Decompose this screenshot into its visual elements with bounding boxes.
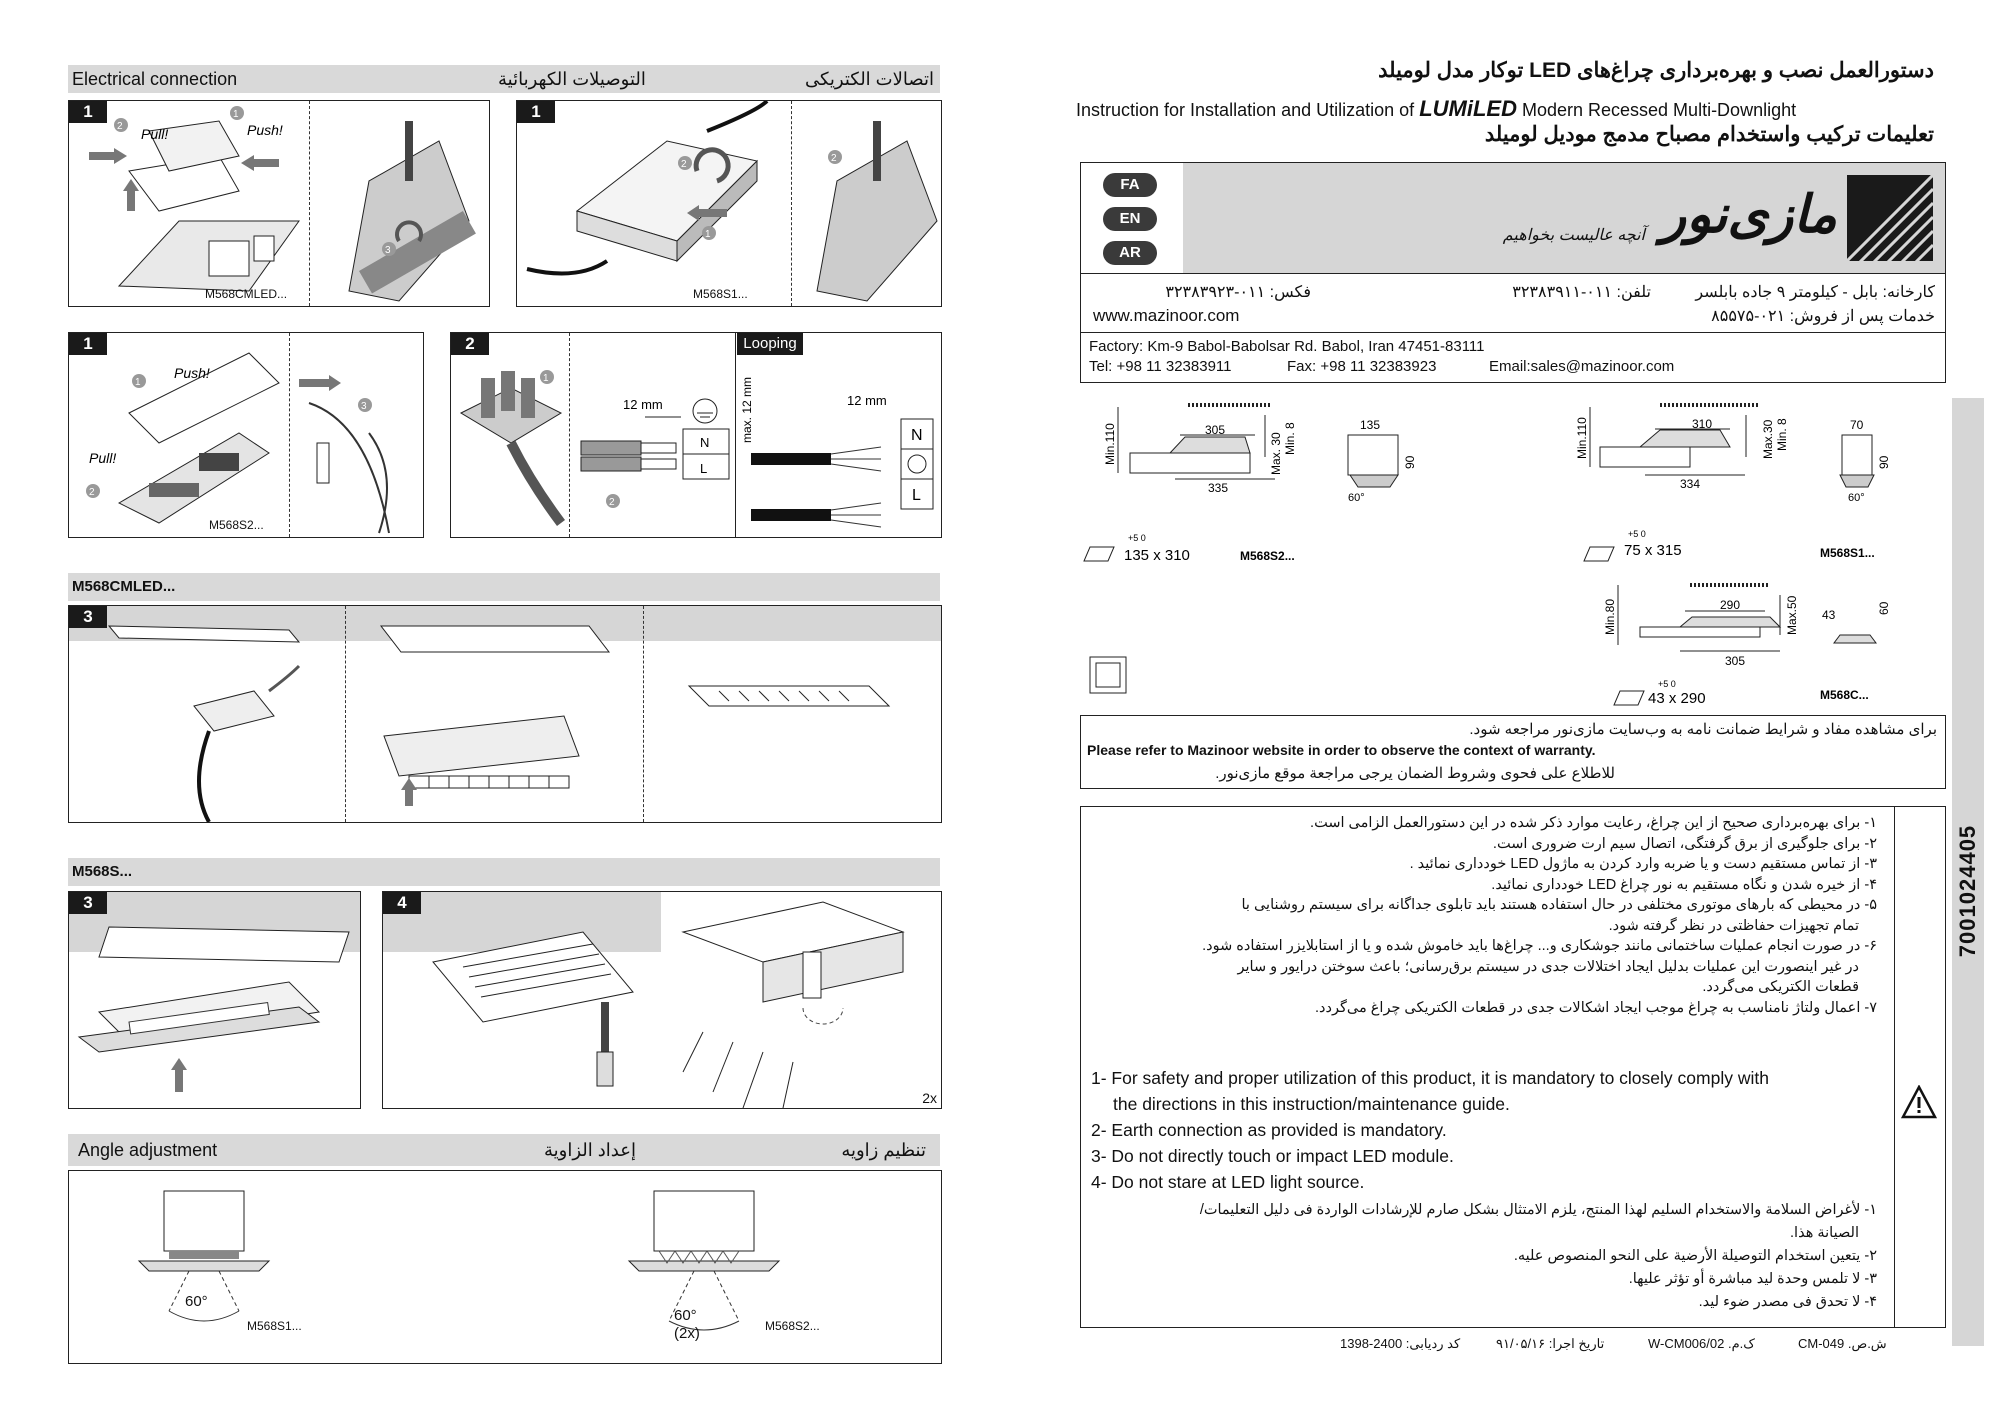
title-en xyxy=(1076,96,1796,122)
cml-driver-illustration xyxy=(69,101,489,306)
fax-en: Fax: +98 11 32383923 xyxy=(1287,358,1437,375)
svg-text:1: 1 xyxy=(233,109,239,120)
section-s-label: M568S... xyxy=(72,863,133,880)
pull-label-1: Pull! xyxy=(141,126,169,142)
panel-s-step3 xyxy=(68,891,361,1109)
title-en-suffix: Modern Recessed Multi-Downlight xyxy=(1521,100,1797,120)
panel-angle xyxy=(68,1170,942,1364)
safety-fa-2: ۲- برای جلوگیری از برق گرفتگی، اتصال سیم ارت ضروری است. xyxy=(1492,835,1877,852)
warranty-ar: للاطلاع علی فحوی وشروط الضمان یرجی مراجعة موقع مازی‌نور. xyxy=(1215,765,1615,782)
safety-ar-5: ۴- لا تحدق فی مصدر ضوء لید. xyxy=(1698,1294,1877,1310)
safety-fa-9: قطعات الکتریکی می‌گردد. xyxy=(1702,979,1859,995)
dim-s2-s: 135 xyxy=(1360,418,1381,432)
dim-s1-w1: 310 xyxy=(1692,417,1713,431)
safety-ar-2: الصیانة هذا. xyxy=(1790,1225,1859,1241)
lang-ar[interactable]: AR xyxy=(1103,241,1157,265)
dim-s2-angle: 60° xyxy=(1348,492,1365,504)
max-strip-label: max. 12 mm xyxy=(740,376,754,443)
dim-c-cut: 43 x 290 xyxy=(1648,690,1706,707)
dim-s1-w2: 334 xyxy=(1680,477,1701,491)
panel-cml-step1 xyxy=(68,100,490,307)
footer-date: تاریخ اجرا: ۹۱/۰۵/۱۶ xyxy=(1496,1336,1605,1351)
svg-text:1: 1 xyxy=(543,373,549,384)
safety-fa-10: ۷- اعمال ولتاژ نامناسب به چراغ موجب ایجاد اشکالات جدی در قطعات الکتریکی چراغ می‌گردد. xyxy=(1315,999,1877,1016)
panel-s2-step1 xyxy=(68,332,424,538)
terminal-l-loop: L xyxy=(912,487,921,504)
angle-model-s2: M568S2... xyxy=(765,1319,820,1333)
panel-wiring-step2 xyxy=(450,332,942,538)
safety-fa-8: در غیر اینصورت این عملیات بدلیل ایجاد اختلالات جدی در سیستم برق‌رسانی؛ باعث سوختن درایور و سایر xyxy=(1237,958,1859,975)
brand-slogan: آنچه عالیست بخواهیم xyxy=(1502,227,1645,244)
dim-s2-min: Min.110 xyxy=(1103,423,1117,465)
brand-box xyxy=(1080,162,1946,274)
safety-fa-4: ۴- از خیره شدن و نگاه مستقیم به نور چراغ LED خودداری نمائید. xyxy=(1491,876,1877,893)
email[interactable]: Email:sales@mazinoor.com xyxy=(1489,358,1675,375)
safety-en-1: 1- For safety and proper utilization of this product, it is mandatory to closely comply with xyxy=(1091,1068,1769,1088)
dim-c-w1: 290 xyxy=(1720,598,1741,612)
svg-text:1: 1 xyxy=(705,229,711,240)
angle-adjustment-ar: إعداد الزاویة xyxy=(544,1140,636,1160)
angle-adjustment-bar xyxy=(68,1134,940,1166)
electrical-connection-en: Electrical connection xyxy=(72,69,238,89)
panel-cml-step3 xyxy=(68,605,942,823)
safety-ar xyxy=(1097,1199,1877,1314)
safety-en-2: the directions in this instruction/maintenance guide. xyxy=(1113,1094,1510,1114)
strip-length-1: 12 mm xyxy=(623,397,663,412)
dim-s1-h: 90 xyxy=(1877,455,1891,469)
electrical-connection-ar: التوصیلات الکهربائیة xyxy=(498,69,646,89)
push-label-2: Push! xyxy=(174,365,210,381)
section-cml-label: M568CMLED... xyxy=(72,578,176,595)
dim-s1-mn: Min. 8 xyxy=(1775,418,1789,451)
safety-ar-4: ۳- لا تلمس وحدة لید مباشرة أو تؤثر علیها. xyxy=(1628,1271,1877,1287)
footer-track: کد ردیابی: 2400-1398 xyxy=(1340,1336,1461,1351)
dim-c-s: 43 xyxy=(1822,608,1836,622)
svg-text:2: 2 xyxy=(831,153,837,164)
safety-fa-6: تمام تجهیزات حفاظتی در نظر گرفته شود. xyxy=(1608,917,1859,934)
warning-icon xyxy=(1901,1085,1937,1119)
step-number-4: 4 xyxy=(383,892,421,914)
dim-c-tol: +5 0 xyxy=(1658,679,1676,689)
s2-driver-illustration xyxy=(69,333,423,537)
terminal-n-loop: N xyxy=(911,427,923,444)
step-number-3b: 3 xyxy=(69,892,107,914)
title-en-brand: LUMiLED xyxy=(1419,96,1517,121)
website[interactable]: www.mazinoor.com xyxy=(1093,306,1240,325)
panel-s-step4 xyxy=(382,891,942,1109)
x2-label: 2x xyxy=(922,1090,937,1106)
dim-s1-tol: +5 0 xyxy=(1628,529,1646,539)
title-en-prefix: Instruction for Installation and Utilization of xyxy=(1076,100,1415,120)
safety-ar-1: ۱- لأغراض السلامة والاستخدام السلیم لهذا المنتج، یلزم الامتثال بشکل صارم للإرشادات الواردة فی دلیل التعلیمات/ xyxy=(1199,1202,1877,1218)
dim-c-w2: 305 xyxy=(1725,654,1746,668)
warranty-box xyxy=(1080,715,1946,789)
model-label-s2: M568S2... xyxy=(209,518,264,532)
barcode-number: 7001024405 xyxy=(1955,824,1980,958)
dim-s2-max: Max. 30 xyxy=(1269,432,1283,475)
barcode-strip xyxy=(1952,398,1984,1346)
brand-logo-icon xyxy=(1847,175,1933,261)
angle-60-s2: 60° xyxy=(674,1307,697,1324)
cml-ceiling-install xyxy=(69,606,941,822)
dim-c-min: Min.80 xyxy=(1603,598,1617,635)
step-number-1b: 1 xyxy=(517,101,555,123)
strip-length-2: 12 mm xyxy=(847,393,887,408)
service-fa: خدمات پس از فروش: ۰۲۱-۸۵۵۷۵ xyxy=(1711,308,1935,325)
dim-s2-w1: 305 xyxy=(1205,423,1226,437)
step-number-1c: 1 xyxy=(69,333,107,355)
angle-model-s1: M568S1... xyxy=(247,1319,302,1333)
dimension-drawings xyxy=(1080,395,1920,715)
push-label-1: Push! xyxy=(247,122,283,138)
safety-en-3: 2- Earth connection as provided is mandatory. xyxy=(1091,1120,1447,1140)
svg-text:2: 2 xyxy=(117,121,123,132)
safety-en-5: 4- Do not stare at LED light source. xyxy=(1091,1172,1365,1192)
dim-s1-model: M568S1... xyxy=(1820,546,1875,560)
dim-s1-angle: 60° xyxy=(1848,492,1865,504)
section-bar-cml xyxy=(68,573,940,601)
step-number-2: 2 xyxy=(451,333,489,355)
footer-codes xyxy=(1340,1336,1944,1356)
safety-box xyxy=(1080,806,1946,1328)
section-bar-s xyxy=(68,858,940,886)
dim-s1-min: Min.110 xyxy=(1575,417,1589,459)
model-label-cml: M568CMLED... xyxy=(205,287,288,301)
dim-s2-tol: +5 0 xyxy=(1128,533,1146,543)
factory-en: Factory: Km-9 Babol-Babolsar Rd. Babol, Iran 47451-83111 xyxy=(1089,338,1485,355)
s1-driver-illustration xyxy=(517,101,941,306)
title-ar: تعلیمات ترکیب واستخدام مصباح مدمج مودیل لومیلد xyxy=(1484,123,1934,146)
s-ceiling-install-3 xyxy=(69,892,360,1108)
title-fa: دستورالعمل نصب و بهره‌برداری چراغ‌های LED توکار مدل لومیلد xyxy=(1378,59,1934,82)
svg-text:2: 2 xyxy=(609,497,615,508)
svg-text:2: 2 xyxy=(681,159,687,170)
dim-s2-h: 90 xyxy=(1403,455,1417,469)
safety-fa-1: ۱- برای بهره‌برداری صحیح از این چراغ، رعایت موارد ذکر شده در این دستورالعمل الزامی است. xyxy=(1310,815,1877,831)
footer-code2: ک.م. W-CM006/02 xyxy=(1648,1336,1755,1351)
dim-s2-model: M568S2... xyxy=(1240,549,1295,563)
svg-text:1: 1 xyxy=(135,377,141,388)
lang-fa[interactable]: FA xyxy=(1103,173,1157,197)
svg-text:2: 2 xyxy=(89,487,95,498)
safety-fa-7: ۶- در صورت انجام عملیات ساختمانی مانند جوشکاری و... چراغ‌ها باید خاموش شده و یا از استابلایزر استفاده شود. xyxy=(1202,938,1877,954)
dim-s2-cut: 135 x 310 xyxy=(1124,547,1190,564)
step-number-1: 1 xyxy=(69,101,107,123)
dim-c-h: 60 xyxy=(1877,601,1891,615)
dim-s1-max: Max.30 xyxy=(1761,419,1775,459)
safety-en-4: 3- Do not directly touch or impact LED module. xyxy=(1091,1146,1454,1166)
angle-x2-s2: (2x) xyxy=(674,1325,700,1342)
brand-logo-text: مازی‌نور xyxy=(1661,186,1837,244)
safety-en xyxy=(1091,1065,1851,1195)
svg-text:3: 3 xyxy=(361,401,367,412)
warranty-fa: برای مشاهده مفاد و شرایط ضمانت نامه به وب‌سایت مازی‌نور مراجعه شود. xyxy=(1469,721,1937,738)
terminal-n: N xyxy=(700,435,710,450)
safety-fa-3: ۳- از تماس مستقیم دست و یا ضربه وارد کردن به ماژول LED خودداری نمائید . xyxy=(1409,856,1877,872)
safety-fa-5: ۵- در محیطی که بارهای موتوری مختلفی در حال استفاده هستند باید تابلوی جداگانه برای سیستم روشنایی با xyxy=(1241,897,1877,913)
tel-en: Tel: +98 11 32383911 xyxy=(1089,358,1232,375)
warranty-en: Please refer to Mazinoor website in order to observe the context of warranty. xyxy=(1087,742,1596,758)
angle-60-s1: 60° xyxy=(185,1293,208,1310)
angle-illustration xyxy=(69,1171,941,1363)
dim-c-max: Max.50 xyxy=(1785,595,1799,635)
footer-code1: ش.ص. CM-049 xyxy=(1798,1336,1887,1351)
dim-s1-s: 70 xyxy=(1850,418,1864,432)
electrical-connection-fa: اتصالات الکتریکی xyxy=(804,69,934,89)
wiring-diagram xyxy=(451,333,941,537)
electrical-connection-bar xyxy=(68,65,940,93)
terminal-l: L xyxy=(700,461,708,476)
dim-s2-mn: Min. 8 xyxy=(1283,422,1297,455)
safety-ar-3: ۲- یتعین استخدام التوصیلة الأرضیة علی النحو المنصوص علیه. xyxy=(1513,1248,1877,1264)
svg-text:3: 3 xyxy=(385,245,391,256)
contact-box xyxy=(1080,272,1946,383)
step-number-3: 3 xyxy=(69,606,107,628)
dim-s2-w2: 335 xyxy=(1208,481,1229,495)
model-label-s1: M568S1... xyxy=(693,287,748,301)
angle-adjustment-en: Angle adjustment xyxy=(78,1140,218,1160)
looping-label: Looping xyxy=(737,333,803,355)
angle-adjustment-fa: تنظیم زاویه xyxy=(841,1140,926,1160)
factory-fa: کارخانه: بابل - کیلومتر ۹ جاده بابلسر xyxy=(1695,284,1935,301)
s-ceiling-install-4 xyxy=(383,892,941,1108)
pull-label-2: Pull! xyxy=(89,450,117,466)
panel-s1-step1 xyxy=(516,100,942,307)
dim-s1-cut: 75 x 315 xyxy=(1624,542,1682,559)
fax-fa: فکس: ۰۱۱-۳۲۳۸۳۹۲۳ xyxy=(1165,284,1311,301)
lang-en[interactable]: EN xyxy=(1103,207,1157,231)
dim-c-model: M568C... xyxy=(1820,688,1869,702)
tel-fa: تلفن: ۰۱۱-۳۲۳۸۳۹۱۱ xyxy=(1512,284,1651,301)
safety-fa xyxy=(1097,813,1877,1018)
